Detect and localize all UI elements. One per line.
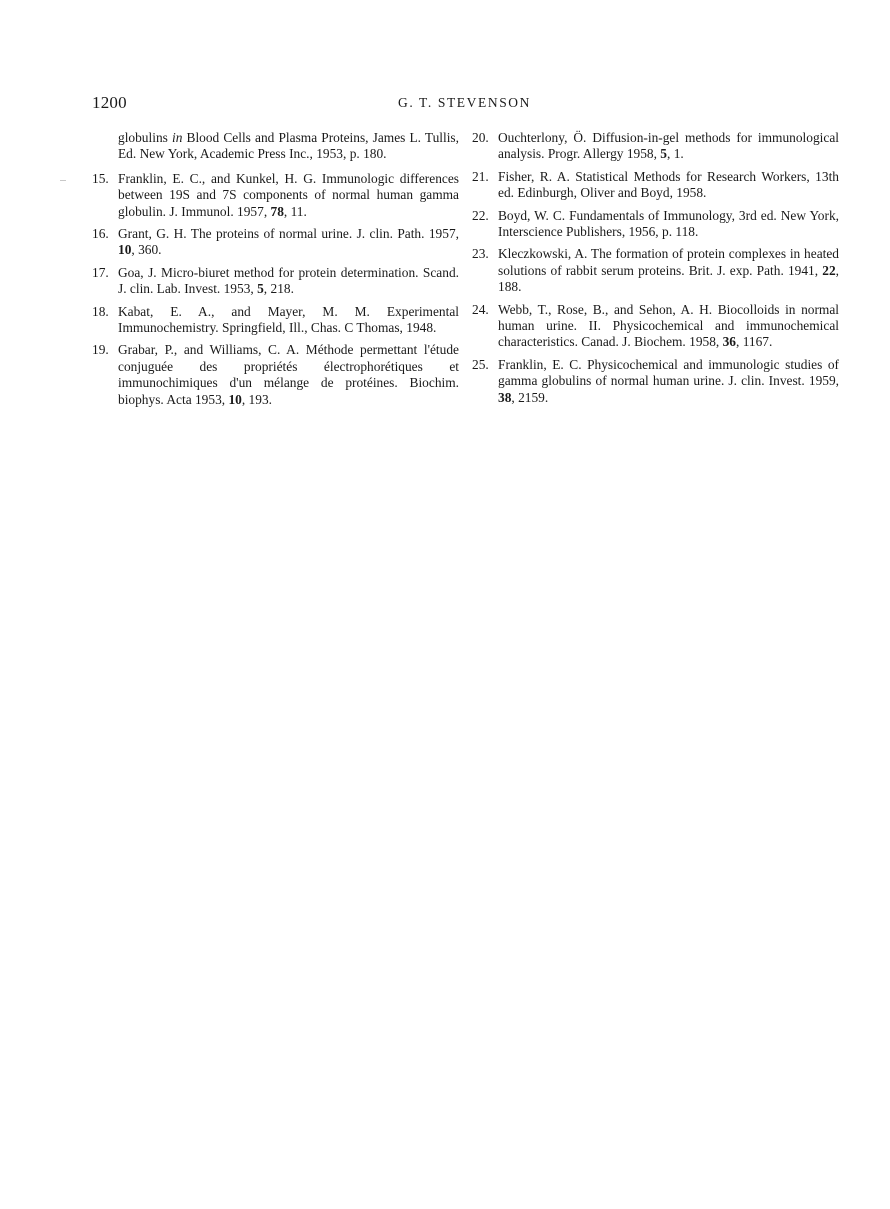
reference-text-segment: Fisher, R. A. Statistical Methods for Research Workers, 13th ed. Edinburgh, Oliver and Boyd, 1958. [498, 168, 839, 201]
reference-number: 23. [472, 246, 489, 262]
volume-number: 38 [498, 389, 512, 405]
reference-number: 24. [472, 301, 489, 317]
reference-text-segment: Webb, T., Rose, B., and Sehon, A. H. Biocolloids in normal human urine. II. Physicochemical and immunochemical characteristics. Canad. J. Biochem. 1958, [498, 301, 839, 350]
reference-text [498, 302, 839, 350]
italic-text: in [171, 130, 183, 145]
reference-item [472, 130, 839, 163]
volume-number: 36 [722, 334, 736, 350]
volume-number: 10 [228, 391, 242, 407]
reference-item [92, 171, 459, 220]
reference-item [472, 302, 839, 351]
references-right-column [472, 130, 839, 412]
reference-number: 18. [92, 303, 109, 319]
reference-number: 19. [92, 342, 109, 358]
references-left-column [92, 130, 459, 414]
reference-text-segment: Ouchterlony, Ö. Diffusion-in-gel methods for immunological analysis. Progr. Allergy 1958, [498, 130, 839, 162]
reference-text-segment: , 360. [131, 242, 162, 258]
reference-text [498, 130, 839, 161]
reference-text-segment: globulins [118, 130, 172, 145]
reference-number: 16. [92, 226, 109, 242]
reference-text [498, 169, 839, 200]
reference-text-segment: , 1. [667, 146, 684, 162]
reference-item [472, 169, 839, 202]
reference-item [92, 342, 459, 408]
page-number: 1200 [92, 93, 127, 112]
reference-text-segment: , 188. [498, 262, 839, 295]
volume-number: 5 [660, 146, 667, 162]
reference-item [92, 265, 459, 298]
reference-text-segment: Kleczkowski, A. The formation of protein complexes in heated solutions of rabbit serum proteins. Brit. J. exp. Path. 1941, [498, 246, 839, 278]
reference-text-segment: Grant, G. H. The proteins of normal urine. J. clin. Path. 1957, [118, 226, 459, 242]
reference-text-segment: Franklin, E. C., and Kunkel, H. G. Immunologic differences between 19S and 7S components of normal human gamma globulin. J. Immunol. 1957, [118, 170, 459, 219]
volume-number: 5 [257, 281, 264, 297]
reference-text [118, 265, 459, 296]
reference-number: 25. [472, 356, 489, 372]
reference-item [472, 246, 839, 295]
reference-text [118, 342, 459, 406]
reference-text [118, 171, 459, 219]
reference-text-segment: Kabat, E. A., and Mayer, M. M. Experimental Immunochemistry. Springfield, Ill., Chas. C Thomas, 1948. [118, 303, 459, 336]
running-head: G. T. STEVENSON [398, 95, 532, 110]
reference-text-segment: , 218. [263, 281, 294, 297]
reference-item [92, 226, 459, 259]
reference-text-segment: Grabar, P., and Williams, C. A. Méthode permettant l'étude conjuguée des propriétés électrophorétiques et immunochimiques d'un mélange de protéines. Biochim. biophys. Acta 1953, [118, 342, 459, 407]
reference-number: 15. [92, 170, 109, 186]
reference-text-segment: Goa, J. Micro-biuret method for protein determination. Scand. J. clin. Lab. Invest. 1953, [118, 264, 459, 297]
reference-text-segment: , 1167. [736, 334, 773, 350]
reference-item [92, 304, 459, 337]
reference-number: 17. [92, 264, 109, 280]
reference-item [472, 208, 839, 241]
margin-tick [60, 180, 66, 181]
volume-number: 10 [118, 242, 132, 258]
reference-text-segment: , 2159. [511, 389, 549, 405]
reference-text [498, 246, 839, 294]
reference-text [498, 208, 839, 239]
reference-text [118, 304, 459, 335]
reference-text-segment: , 193. [241, 391, 272, 407]
reference-text-segment: Franklin, E. C. Physicochemical and immunologic studies of gamma globulins of normal human urine. J. clin. Invest. 1959, [498, 356, 839, 389]
reference-text-segment: , 11. [283, 203, 307, 219]
reference-text-segment: Boyd, W. C. Fundamentals of Immunology, 3rd ed. New York, Interscience Publishers, 1956, p. 118. [498, 207, 839, 240]
reference-text-segment: Blood Cells and Plasma Proteins, James L. Tullis, Ed. New York, Academic Press Inc., 1953, p. 180. [118, 130, 459, 162]
reference-number: 21. [472, 168, 489, 184]
reference-number: 20. [472, 130, 489, 145]
volume-number: 22 [822, 262, 836, 278]
reference-continuation [92, 130, 459, 163]
reference-item [472, 357, 839, 406]
reference-text [498, 357, 839, 405]
reference-text [118, 226, 459, 257]
volume-number: 78 [270, 203, 284, 219]
reference-text [118, 130, 459, 161]
reference-number: 22. [472, 207, 489, 223]
